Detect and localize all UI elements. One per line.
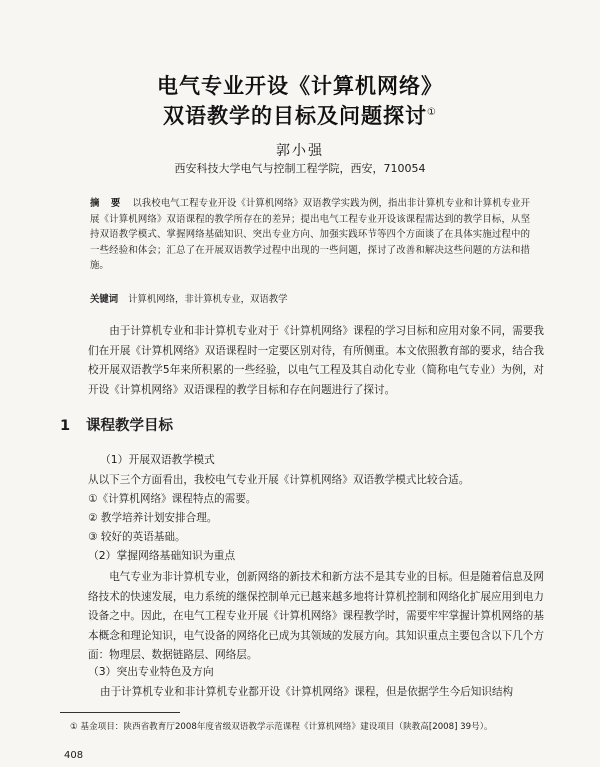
abstract-text: 以我校电气工程专业开设《计算机网络》双语教学实践为例，指出非计算机专业和计算机专业开展《计算机网络》双语课程的教学所存在的差异；提出电气工程专业开设该课程需达到的教学目标，从坚持双语教学模式、掌握网络基础知识、突出专业方向、加强实践环节等四个方面谈了在具体实施过程中的一些经验和体会；汇总了在开展双语教学过程中出现的一些问题，探讨了改善和解决这些问题的方法和措施。 [90,198,530,272]
abstract [90,196,530,274]
list-item: ①《计算机网络》课程特点的需要。 [88,493,257,505]
list-item: ③ 较好的英语基础。 [88,531,186,543]
paper-title-line-2 [60,100,540,130]
author-affiliation: 西安科技大学电气与控制工程学院，西安，710054 [174,162,426,175]
intro-paragraph: 由于计算机专业和非计算机专业对于《计算机网络》课程的学习目标和应用对象不同，需要我们在开展《计算机网络》双语课程时一定要区别对待，有所侧重。本文依照教育部的要求，结合我校开展双语教学5年来所积累的一些经验，以电气工程及其自动化专业（简称电气专业）为例，对开设《计算机网络》双语课程的教学目标和存在问题进行了探讨。 [88,325,544,396]
abstract-label: 摘 要 [90,198,125,209]
paper-title-line-2-text: 双语教学的目标及问题探讨 [163,104,428,128]
author-name: 郭小强 [276,143,324,159]
title-footnote-mark: ① [427,107,437,118]
section-heading [60,414,173,435]
section-title: 课程教学目标 [86,418,173,434]
subsection-heading-3: （3）突出专业特色及方向 [88,665,214,678]
page-number: 408 [64,750,84,761]
paper-title-line-1: 电气专业开设《计算机网络》 [157,74,443,98]
subsection-1-lead: 从以下三个方面看出，我校电气专业开展《计算机网络》双语教学模式比较合适。 [88,474,470,486]
keywords-text: 计算机网络，非计算机专业，双语教学 [128,294,288,305]
footnote-rule [60,712,180,713]
list-item: ② 教学培养计划安排合理。 [88,512,218,524]
subsection-3-paragraph: 由于计算机专业和非计算机专业都开设《计算机网络》课程，但是依据学生今后知识结构 [100,686,514,698]
section-number: 1 [60,418,71,434]
footnote: ① 基金项目：陕西省教育厅2008年度省级双语教学示范课程《计算机网络》建设项目（陕教高[2008] 39号）。 [70,722,493,732]
keywords-label: 关键词 [90,294,119,305]
subsection-2-paragraph: 电气专业为非计算机专业，创新网络的新技术和新方法不是其专业的目标。但是随着信息及网络技术的快速发展，电力系统的继保控制单元已越来越多地将计算机控制和网络化扩展应用到电力设备之中。因此，在电气工程专业开展《计算机网络》课程教学时，需要牢牢掌握计算机网络的基本概念和理论知识，电气设备的网络化已成为其领域的发展方向。其知识重点主要包含以下几个方面：物理层、数据链路层、网络层。 [88,571,544,661]
keywords [90,291,530,305]
subsection-heading-1: （1）开展双语教学模式 [100,453,215,466]
subsection-heading-2: （2）掌握网络基础知识为重点 [88,549,236,562]
